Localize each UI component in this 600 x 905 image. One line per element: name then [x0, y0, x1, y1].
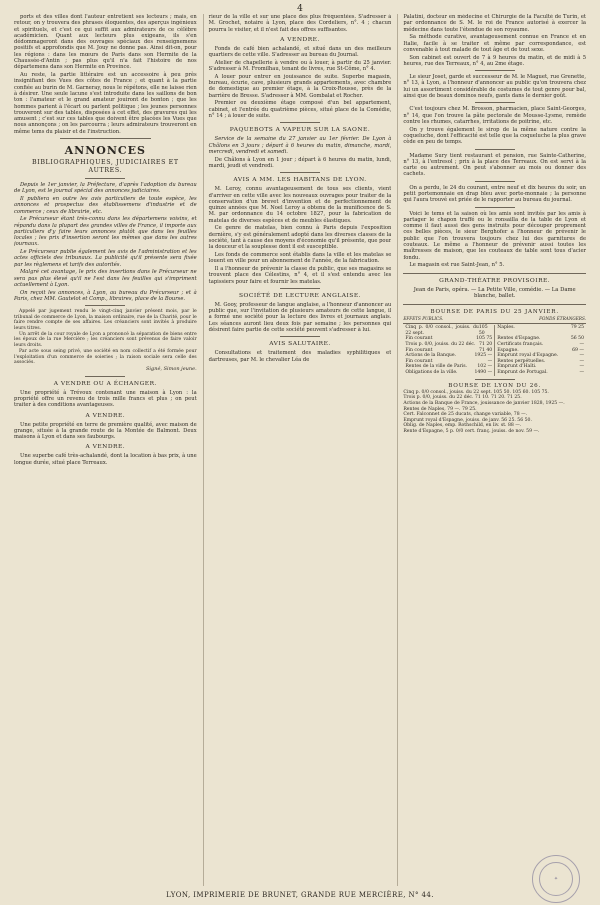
double-rule	[403, 273, 586, 274]
bourse-value: —	[579, 353, 585, 359]
bourse-value: 71 20	[479, 342, 493, 348]
section-rule	[475, 207, 515, 208]
bourse-lyon-row: Cinq p. 0/0 consol., jouiss. du 22 sept. 105 50. 105 60. 105 75.	[403, 389, 549, 395]
habitans-paragraph: Les fonds de commerce sont établis dans la ville et les matelas se louent en ville pour un abonnement de l'année, de la fabrication.	[208, 251, 392, 265]
bourse-etranger-cell	[494, 370, 586, 376]
bourse-table-row	[403, 325, 586, 336]
bourse-label: Cinq p. 0/0 consol., jouiss. du 22 sept.	[405, 325, 479, 336]
notice-paragraph: Depuis le 1er janvier, la Préfecture, d'après l'adoption du bureau de Lyon, est le journal spécial des annonces judiciaires.	[14, 182, 197, 195]
bourse-value: —	[579, 358, 585, 364]
bourse-left-header: EFFETS PUBLICS.	[403, 315, 444, 321]
theatre-heading: GRAND-THÉATRE PROVISOIRE.	[439, 277, 551, 284]
bourse-label: Espagne.	[497, 347, 519, 353]
section-rule	[475, 149, 515, 150]
section-rule	[60, 138, 151, 139]
ad-paragraph: Son cabinet est ouvert de 7 à 9 heures du matin, et de midi à 5 heures, rue des Terreaux, n° 4, au 2me étage.	[403, 54, 586, 67]
legal-notice: Appelé par jugement rendu le vingt-cinq janvier présent mois, par le tribunal de commerce de Lyon, la maison ordinaire, rue de la Charité, pour le faire rendre compte de ses affaires. Les créanciers sont invités à produire leurs titres.	[14, 309, 197, 331]
sale-heading: A VENDRE.	[85, 412, 126, 419]
section-rule	[475, 70, 515, 71]
legal-notices	[14, 309, 197, 365]
section-rule	[85, 305, 125, 306]
bourse-label: Rentes d'Espagne.	[497, 336, 541, 342]
bourse-lyon-row: Rentes de Naples, 79 —. 79 25.	[403, 406, 477, 412]
sale-heading: A VENDRE OU A ÉCHANGER.	[53, 380, 157, 387]
continued-paragraph: Palatini, docteur en médecine et Chirurgie de la Faculté de Turin, et par ordonnance de S. M. le roi de France autorisé à exercer la médecine dans toute l'étendue de son royaume.	[403, 14, 586, 33]
bourse-effet-cell	[403, 370, 494, 376]
bourse-label: Rentes perpétuelles.	[497, 358, 546, 364]
lecture-heading: SOCIÉTÉ DE LECTURE ANGLAISE.	[238, 292, 362, 299]
bourse-paris-heading: BOURSE DE PARIS DU 25 JANVIER.	[430, 308, 559, 315]
bourse-value: 71 40	[479, 347, 493, 353]
sale-paragraph: Fonds de café bien achalandé, et situé dans un des meilleurs quartiers de cette ville. S'adresser au bureau du Journal.	[208, 45, 392, 59]
sale-text: Une superbe café très-achalandé, dont la location à bas prix, à une longue durée, situé place Terreaux.	[14, 453, 197, 466]
bourse-right-header: FONDS ÉTRANGERS.	[539, 315, 586, 321]
bourse-value: 69 —	[572, 347, 585, 353]
annonces-subheading: BIBLIOGRAPHIQUES, JUDICIAIRES ET AUTRES.	[32, 159, 179, 175]
annonces-heading: ANNONCES	[64, 144, 147, 158]
bourse-label: Emprunt d'Haïti.	[497, 364, 537, 370]
bourse-lyon-row: Cert. Falconnet de 25 ducats, change variable, 78 —.	[403, 412, 528, 418]
ad-paragraph: On y trouve également le sirop de la même nature contre la coqueluche, dont l'efficacité est telle que la coqueluche la plus grave cède en peu de temps.	[403, 126, 586, 146]
bourse-label: Fin courant	[405, 358, 433, 364]
theatre-programme: Jean de Paris, opéra. — La Petite Ville, comédie. — La Dame blanche, ballet.	[413, 286, 576, 300]
bourse-value: 1490 —	[474, 370, 493, 375]
bourse-label: Emprunt royal d'Espagne.	[497, 353, 559, 359]
section-rule	[85, 376, 125, 377]
bourse-label: Emprunt de Portugal.	[497, 370, 548, 375]
bourse-table	[403, 325, 586, 375]
bourse-etranger-cell	[494, 325, 586, 336]
bourse-label: Fin courant	[405, 336, 433, 342]
ad-paragraph: Le sieur Joset, garde et successeur de M. le Maguet, rue Grenette, n° 13, à Lyon, a l'honneur d'annoncer au public qu'on trouvera chez lui un assortiment considérable de costumes de tout genre pour bal, ainsi que de beaux dominos neufs, gants dans le dernier goût.	[403, 74, 586, 100]
bourse-value: 1925 —	[474, 353, 493, 359]
section-rule	[280, 288, 320, 289]
bourse-label: Actions de la Banque.	[405, 353, 457, 359]
lecture-paragraph: M. Gooy, professeur de langue anglaise, a l'honneur d'annoncer au public que, sur l'invitation de plusieurs amateurs de cette langue, il a formé une société pour la lecture des livres et journaux anglais. Les séances auront lieu deux fois par semaine ; les personnes qui désirent faire partie de cette société peuvent s'adresser à lui.	[208, 301, 392, 334]
sale-heading: A VENDRE.	[280, 36, 320, 43]
paquebots-heading: PAQUEBOTS A VAPEUR SUR LA SAONE.	[229, 127, 371, 134]
theatre-section	[403, 278, 586, 300]
habitans-heading: AVIS A MM. LES HABITANS DE LYON.	[233, 177, 367, 184]
stamp-inner-ring	[539, 862, 573, 896]
bourse-table-header	[403, 316, 586, 324]
bourse-label: Naples.	[497, 325, 515, 331]
notice-signature: On reçoit les annonces, à Lyon, au bureau du Précurseur ; et à Paris, chez MM. Gautelot et Comp., libraires, place de la Bourse.	[14, 289, 197, 303]
section-rule	[280, 336, 320, 337]
columns	[14, 14, 586, 886]
bourse-label: Obligations de la ville.	[405, 370, 458, 375]
column-1	[14, 14, 197, 886]
avis-heading: AVIS SALUTAIRE.	[269, 341, 331, 348]
bourse-value: 56 50	[570, 336, 585, 342]
intro-paragraph: ports et des villes dont l'auteur entretient ses lecteurs ; mais, en retour, on y trouvera des phrases éloquentes, des aperçus ingénieux et spirituels, et c'est ce qui suffit aux admirateurs de ce célèbre académicien. Quant aux lecteurs plus exigeans, ils s'en dédommageront dans des ouvrages spéciaux des renseignemens positifs et approfondis que M. Jouy ne donne pas. Ainsi dit-on, pour les régions : dans les mœurs de Paris dans son Hermite de la Chaussée-d'Antin ; pas plus qu'il n'a fait l'histoire de nos départemens dans son Hermite en Province.	[14, 14, 197, 71]
section-rule	[475, 379, 515, 380]
bourse-label: Trois p. 0/0, jouiss. du 22 déc.	[405, 342, 476, 348]
sale-paragraph: A louer pour entrer en jouissance de suite. Superbe magasin, bureau, écurie, cave, plusieurs grands appartements, avec chambre de domestique au premier étage, à la Croix-Rousse, près de la barrière de Bresse. S'adresser à MM. Gombalat et Rocher.	[208, 73, 392, 99]
bourse-lyon-row: Emprunt royal d'Espagne, jouiss. de janv. 56 25. 56 50.	[403, 417, 532, 423]
sale-paragraph: Atelier de chapellerie à vendre ou à louer, à partir du 25 janvier. S'adresser à M. Fromilhau, tenant de livres, rue St-Côme, n° 4.	[208, 59, 392, 73]
habitans-paragraph: Ce genre de matelas, bien connu à Paris depuis l'exposition dernière, s'y est généralement adopté dans les diverses classes de la société, tant à cause des moyens d'économie qu'il présente, que pour la douceur et la souplesse dont il est susceptible.	[208, 225, 392, 251]
bourse-label: Rentes de la ville de Paris.	[405, 364, 468, 370]
ad-paragraph: Voici le tems et la saison où les amis sont invités par les amis à partager le chapon truffé ou le ronsailla de la table de Lyon et comme il faut aussi des gens instruits pour découper proprement ces belles pièces, le sieur Berghofer a l'honneur de prévenir le public que l'on trouvera toujours chez lui des garnitures de couteaux. Le même a l'honneur de prévenir aussi toutes les maîtresses de maison, que les couteaux de table sont tous d'acier fondu.	[403, 210, 586, 261]
notice-paragraph: Malgré cet avantage, le prix des insertions dans le Précurseur ne sera pas plus élevé qu'il ne l'est dans les feuilles qui s'impriment actuellement à Lyon.	[14, 269, 197, 289]
double-rule	[403, 304, 586, 305]
sale-paragraph: Premier ou deuxième étage composé d'un bel appartement, cabinet, et l'entrée du quatrième pièces, situé place de la Comédie, n° 14 ; à louer de suite.	[208, 100, 392, 120]
paquebots-paragraph: Service de la semaine du 27 janvier au 1er février. De Lyon à Châlons en 3 jours ; départ à 6 heures du matin, dimanche, mardi, mercredi, vendredi et samedi.	[208, 136, 392, 155]
sale-text: Une petite propriété en terre de première qualité, avec maison de grange, située à la grande route de la Montée de Balmont. Deux maisons à Lyon et dans ses faubourgs.	[14, 421, 197, 441]
bourse-value: 102 —	[477, 364, 493, 370]
section-rule	[85, 178, 125, 179]
bourse-label: Fin courant	[405, 347, 433, 353]
paquebots-paragraph: De Châlons à Lyon en 1 jour ; départ à 6 heures du matin, lundi, mardi, jeudi et vendredi.	[208, 156, 392, 169]
notice-paragraph: Il publiera en outre les avis particuliers de toute espèce, les annonces et prospectus des établissemens d'industrie et de commerce ; ceux de librairie, etc.	[14, 196, 197, 215]
page-number: 4	[297, 4, 303, 14]
bourse-lyon-row: Oblig. de Naples, emp. Rothschild, en liv. st. 88 —.	[403, 423, 522, 429]
bourse-lyon-row: Rente d'Espagne, 5 p. 0/0 cert. franç. jouiss. de nov. 59 —.	[403, 429, 540, 435]
sale-text: Une propriété à Trévoux contenant une maison à Lyon : la propriété offre un revenu de trois mille francs et plus ; on peut traiter à des conditions avantageuses.	[14, 389, 197, 409]
legal-notice: Par acte sous seing privé, une société en nom collectif a été formée pour l'exploitation d'un commerce de soieries ; la raison sociale sera celle des associés.	[14, 349, 197, 365]
section-rule	[475, 102, 515, 103]
library-stamp	[532, 855, 580, 903]
continued-paragraph: rieur de la ville et sur une place des plus fréquentées. S'adresser à M. Grochet, notaire à Lyon, place des Cordeliers, n°. 4 ; chacun pourra le visiter, et il n'est fait des offres suffisantes.	[208, 14, 392, 33]
habitans-paragraph: M. Leroy, connu avantageusement de tous ses clients, vient d'arriver en cette ville avec les nouveaux ouvrages pour traiter de la conservation d'un brevet d'invention et de perfectionnement de quinze années que M. Noel Leroy a obtenu de la munificence de S. M. par ordonnance du 14 octobre 1827, pour la fabrication de matelas de diverses espèces et de meubles élastiques.	[208, 186, 392, 224]
bourse-value: 105 50	[478, 325, 488, 336]
bourse-value: —	[487, 358, 493, 364]
legal-notice: Un arrêt de la cour royale de Lyon a prononcé la séparation de biens entre les époux de la rue Mercière ; les créanciers sont prévenus de faire valoir leurs droits.	[14, 331, 197, 348]
habitans-paragraph: Il a l'honneur de prévenir la classe du public, que ses magasins se trouvent place des Célestins, n° 4, et il s'est entendu avec les tapissiers pour faire et fournir les matelas.	[208, 265, 392, 285]
avis-paragraph: Consultations et traitement des maladies syphilitiques et dartreuses, par M. le chevalier Léa de	[208, 350, 392, 363]
bourse-lyon-rows	[403, 390, 586, 435]
bourse-value: 79 25	[570, 325, 585, 331]
bourse-value: —	[579, 364, 585, 370]
ad-paragraph: On a perdu, le 24 du courant, entre neuf et dix heures du soir, un petit portemonnaie en drap bleu avec porte-monnaie ; la personne qui l'aura trouvé est priée de le rapporter au bureau du journal.	[403, 184, 586, 204]
legal-signature: Signé, Simon jeune.	[146, 366, 197, 373]
sale-heading: A VENDRE.	[85, 444, 126, 451]
section-rule	[475, 181, 515, 182]
bourse-value: 105 75	[476, 336, 493, 342]
bourse-value: —	[579, 342, 585, 348]
ad-paragraph: Madame Sury tient restaurant et pension, rue Sainte-Catherine, n° 13, à l'entresol ; prix à la place des Terreaux. On est servi à la carte ou autrement. On peut s'abonner au mois ou donner des cachets.	[403, 152, 586, 178]
notice-paragraph: Le Précurseur étant très-connu dans les départemens voisins, et répandu dans la plupart des grandes villes de France, il importe aux particuliers d'y faire leurs annonces plutôt que dans les feuilles locales ; les prix d'insertion seront les mêmes que dans les autres journaux.	[14, 216, 197, 248]
section-rule	[280, 172, 320, 173]
column-3	[397, 14, 586, 886]
ad-paragraph: Sa méthode curative, avantageusement connue en France et en Italie, facile à se traiter et même par correspondance, est convenable à tout malade de tout âge et de tout sexe.	[403, 34, 586, 53]
ad-paragraph: C'est toujours chez M. Brosson, pharmacien, place Saint-Georges, n° 14, que l'on trouve la pâte pectorale de Mousse-Lysme, remède contre les rhumes, catarrhes, irritations de poitrine, etc.	[403, 106, 586, 125]
column-2	[203, 14, 392, 886]
ad-paragraph: Le magasin est rue Saint-Jean, n° 5.	[409, 262, 505, 269]
bourse-lyon-row: Actions de la Banque de France, jouissance de janvier 1828, 1925 —.	[403, 401, 565, 407]
bourse-lyon-heading: BOURSE DE LYON DU 26.	[448, 382, 542, 389]
bourse-table-row	[403, 370, 586, 376]
bourse-effet-cell	[403, 325, 494, 336]
stamp-line: ✦	[553, 876, 559, 882]
bourse-value: —	[579, 370, 585, 375]
notice-paragraph: Le Précurseur publie également les avis de l'administration et les actes officiels des tribunaux. La publicité qu'il présente sera fixée par les règlemens et tarifs des autorités.	[14, 249, 197, 268]
imprint-footer: LYON, IMPRIMERIE DE BRUNET, GRANDE RUE MERCIÈRE, N° 44.	[166, 891, 434, 899]
bourse-label: Certificats français.	[497, 342, 544, 348]
intro-paragraph: Au reste, la partie littéraire est un accessoire à peu près insignifiant des Vues des côtes de France ; et quant à la partie confiée au burin de M. Garneray, nous le répétons, elle ne laisse rien à désirer. Une seule lacune s'est introduite dans les saillons de bon ton : l'amateur et le grand amateur jouiront de bonton ; que les hommes parient à l'écart ou parlent politique ; les jeunes personnes trouveront sur des tables, disposées à cet effet, des gravures qui les amusent ; c'est sur ces tables que doivent être placées les Vues que nous annonçons ; on les parcourra ; leurs admirateurs trouveront en même tems du plaisir et de l'instruction.	[14, 72, 197, 135]
section-rule	[280, 122, 320, 123]
bourse-lyon-row: Trois p. 0/0, jouiss. du 22 déc. 71 10. 71 20. 71 25.	[403, 395, 522, 401]
